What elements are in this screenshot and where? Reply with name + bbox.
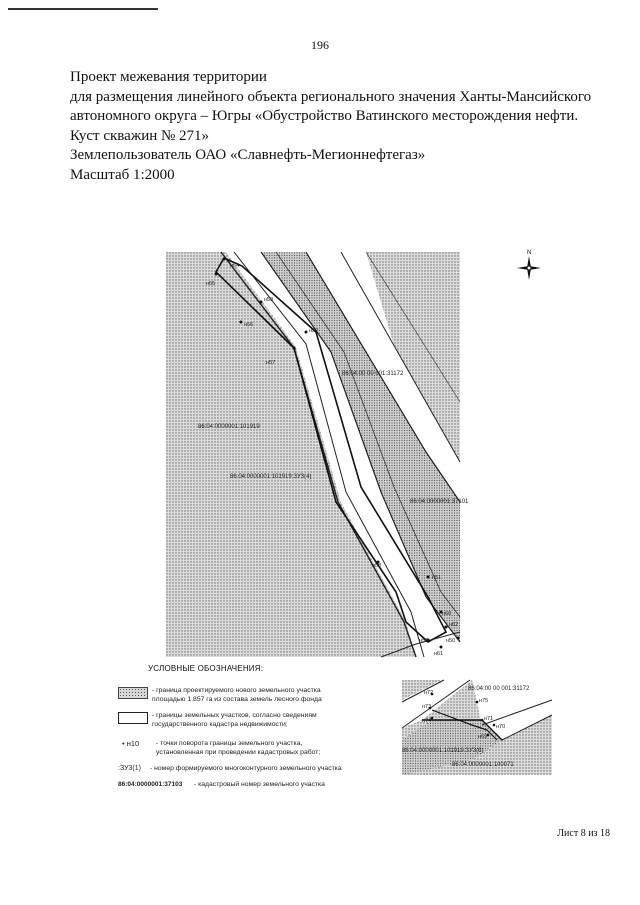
page-number: 196 [311, 38, 329, 52]
point-label: н62 [449, 622, 459, 628]
parcel-label: 86:04:0000001:101919:ЗУ3(4) [230, 474, 312, 480]
point-label: н58 [372, 563, 382, 569]
legend-text: - точки поворота границы земельного участка, [156, 740, 303, 747]
parcel-label: 86:04:00 00 001:31172 [468, 686, 530, 692]
legend-text: государственного кадастра недвижимости; [152, 721, 288, 728]
map-drawing [166, 252, 469, 657]
legend-text: - границы земельных участков, согласно сведениям [152, 712, 317, 719]
point-label: н52 [309, 328, 319, 334]
point-label: н59 [419, 638, 429, 644]
legend-swatch-plain [118, 712, 148, 724]
legend-symbol: 86:04:0000001:37103 [118, 781, 183, 788]
north-arrow [514, 246, 544, 286]
point-label: н50 [446, 638, 456, 644]
legend-swatch-dotted [118, 687, 148, 699]
title-line: Землепользователь ОАО «Славнефть-Мегионнефтегаз» [70, 147, 426, 163]
parcel-label: 86:04:0000001:101919:ЗУ3(6) [402, 748, 484, 754]
parcel-label: 86:04:0000001:101919 [198, 424, 260, 430]
point-label: н51 [432, 575, 442, 581]
scan-top-mark [8, 8, 158, 10]
title-line: автономного округа – Югры «Обустройство Ватинского месторождения нефти. [70, 108, 579, 124]
point-label: н71 [484, 716, 494, 722]
point-label: н75 [479, 698, 489, 704]
legend-item [118, 686, 388, 706]
legend-item [118, 780, 418, 792]
north-label: N [527, 250, 532, 256]
point-label: н72 [424, 690, 434, 696]
point-label: н70 [496, 724, 506, 730]
point-label: н73 [422, 704, 432, 710]
point-label: н54 [230, 263, 240, 269]
legend-symbol: • н10 [122, 739, 140, 748]
legend-title: УСЛОВНЫЕ ОБОЗНАЧЕНИЯ: [148, 664, 264, 673]
inset-drawing [402, 680, 552, 775]
point-label: н61 [434, 651, 444, 657]
north-arrow-icon [514, 246, 544, 286]
legend-item [118, 764, 418, 776]
parcel-label: 86:04:0000001:37101 [410, 499, 469, 505]
point-label: н55 [206, 281, 216, 287]
point-label: н74 [422, 718, 432, 724]
legend-text: - номер формируемого многоконтурного земельного участка [150, 765, 342, 772]
title-line: Масштаб 1:2000 [70, 166, 175, 183]
title-line: Куст скважин № 271» [70, 127, 210, 144]
parcel-label: 86:04:0000001:100071 [452, 762, 514, 768]
point-label: н60 [442, 611, 452, 617]
legend-symbol: :ЗУ3(1) [118, 765, 141, 772]
title-line: Проект межевания территории [70, 69, 267, 85]
parcel-label: 86:04:00 00 001:31172 [342, 371, 404, 377]
point-label: н56 [244, 322, 254, 328]
title-line: для размещения линейного объекта регионального значения Ханты-Мансийского [70, 88, 592, 105]
document-title [70, 68, 610, 185]
point-label: н57 [266, 360, 276, 366]
cadastral-map [166, 252, 469, 657]
legend-text: - граница проектируемого нового земельного участка [152, 687, 321, 694]
point-label: н53 [264, 297, 274, 303]
legend-item [118, 739, 408, 759]
legend-text: площадью 1.857 га из состава земель лесного фонда [152, 696, 322, 703]
legend-text: - кадастровый номер земельного участка [194, 781, 325, 788]
point-label: н69 [478, 734, 488, 740]
sheet-number: Лист 8 из 18 [557, 828, 610, 839]
inset-map [402, 680, 552, 775]
legend-item [118, 711, 388, 731]
legend-text: установленная при проведении кадастровых работ; [156, 749, 321, 756]
